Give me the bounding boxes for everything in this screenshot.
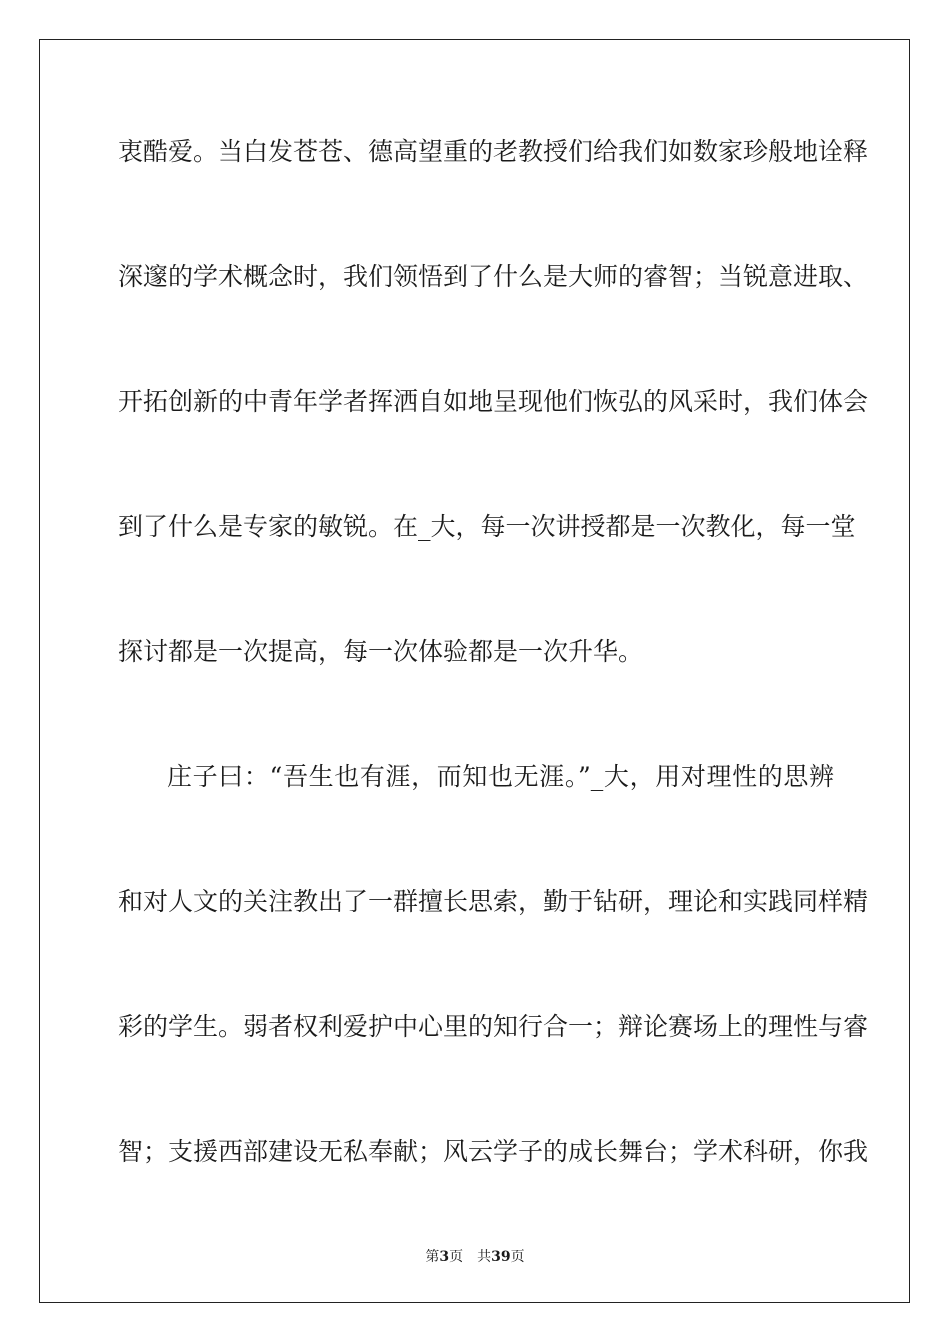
page-number: 3: [439, 1249, 450, 1265]
text-line: 庄子曰：“吾生也有涯，而知也无涯。”_大，用对理性的思辨: [167, 762, 834, 791]
text-line: 和对人文的关注教出了一群擅长思索，勤于钻研，理论和实践同样精: [118, 887, 869, 916]
text-line: 深邃的学术概念时，我们领悟到了什么是大师的睿智；当锐意进取、: [118, 262, 869, 291]
total-suffix: 页: [510, 1249, 525, 1265]
page-border: [39, 39, 910, 1303]
text-line: 到了什么是专家的敏锐。在_大，每一次讲授都是一次教化，每一堂: [118, 512, 856, 541]
text-line: 开拓创新的中青年学者挥洒自如地呈现他们恢弘的风采时，我们体会: [118, 387, 869, 416]
total-pages: 39: [491, 1249, 511, 1265]
text-line: 彩的学生。弱者权利爱护中心里的知行合一；辩论赛场上的理性与睿: [118, 1012, 869, 1041]
text-line: 衷酷爱。当白发苍苍、德高望重的老教授们给我们如数家珍般地诠释: [118, 137, 869, 166]
text-line: 智；支援西部建设无私奉献；风云学子的成长舞台；学术科研，你我: [118, 1137, 869, 1166]
text-line: 探讨都是一次提高，每一次体验都是一次升华。: [118, 637, 644, 666]
page-footer: [0, 1248, 950, 1266]
page-prefix: 第: [425, 1249, 440, 1265]
total-prefix: 共: [477, 1249, 492, 1265]
page-suffix: 页: [449, 1249, 464, 1265]
